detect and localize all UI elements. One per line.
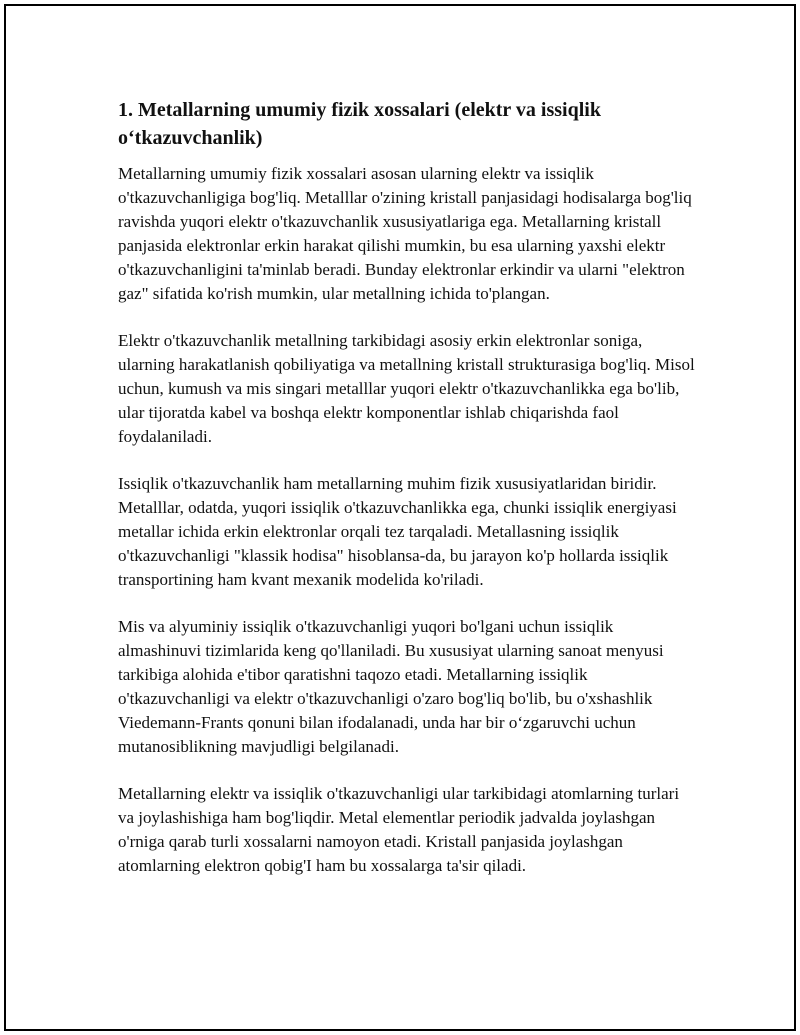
paragraph-3: Issiqlik o'tkazuvchanlik ham metallarning muhim fizik xususiyatlaridan biridir. Metalllar, odatda, yuqori issiqlik o'tkazuvchanlikka ega, chunki issiqlik energiyasi metallar ichida erkin elektronlar orqali tez tarqaladi. Metallasning issiqlik o'tkazuvchanligi "klassik hodisa" hisoblansa-da, bu jarayon ko'p hollarda issiqlik transportining ham kvant mexanik modelida ko'riladi. — [118, 474, 677, 589]
paragraph-2: Elektr o'tkazuvchanlik metallning tarkibidagi asosiy erkin elektronlar soniga, ularning harakatlanish qobiliyatiga va metallning kristall strukturasiga bog'liq. Misol uchun, kumush va mis singari metalllar yuqori elektr o'tkazuvchanlikka ega bo'lib, ular tijoratda kabel va boshqa elektr komponentlar ishlab chiqarishda faol foydalaniladi. — [118, 331, 695, 446]
section-heading: 1. Metallarning umumiy fizik xossalari (elektr va issiqlik o‘tkazuvchanlik) — [118, 99, 601, 149]
document-body — [118, 96, 698, 901]
document-page — [4, 4, 796, 1031]
paragraph-4: Mis va alyuminiy issiqlik o'tkazuvchanligi yuqori bo'lgani uchun issiqlik almashinuvi tizimlarida keng qo'llaniladi. Bu xususiyat ularning sanoat menyusi tarkibiga alohida e'tibor qaratishni taqozo etadi. Metallarning issiqlik o'tkazuvchanligi va elektr o'tkazuvchanligi o'zaro bog'liq bo'lib, bu o'xshashlik Viedemann-Frants qonuni bilan ifodalanadi, unda har bir o‘zgaruvchi uchun mutanosiblikning mavjudligi belgilanadi. — [118, 617, 664, 756]
paragraph-5: Metallarning elektr va issiqlik o'tkazuvchanligi ular tarkibidagi atomlarning turlari va joylashishiga ham bog'liqdir. Metal elementlar periodik jadvalda joylashgan o'rniga qarab turli xossalarni namoyon etadi. Kristall panjasida joylashgan atomlarning elektron qobig'I ham bu xossalarga ta'sir qiladi. — [118, 784, 680, 875]
paragraph-1: Metallarning umumiy fizik xossalari asosan ularning elektr va issiqlik o'tkazuvchanligiga bog'liq. Metalllar o'zining kristall panjasidagi hodisalarga bog'liq ravishda yuqori elektr o'tkazuvchanlik xususiyatlariga ega. Metallarning kristall panjasida elektronlar erkin harakat qilishi mumkin, bu esa ularning yaxshi elektr o'tkazuvchanligini ta'minlab beradi. Bunday elektronlar erkindir va ularni "elektron gaz" sifatida ko'rish mumkin, ular metallning ichida to'plangan. — [118, 164, 692, 303]
